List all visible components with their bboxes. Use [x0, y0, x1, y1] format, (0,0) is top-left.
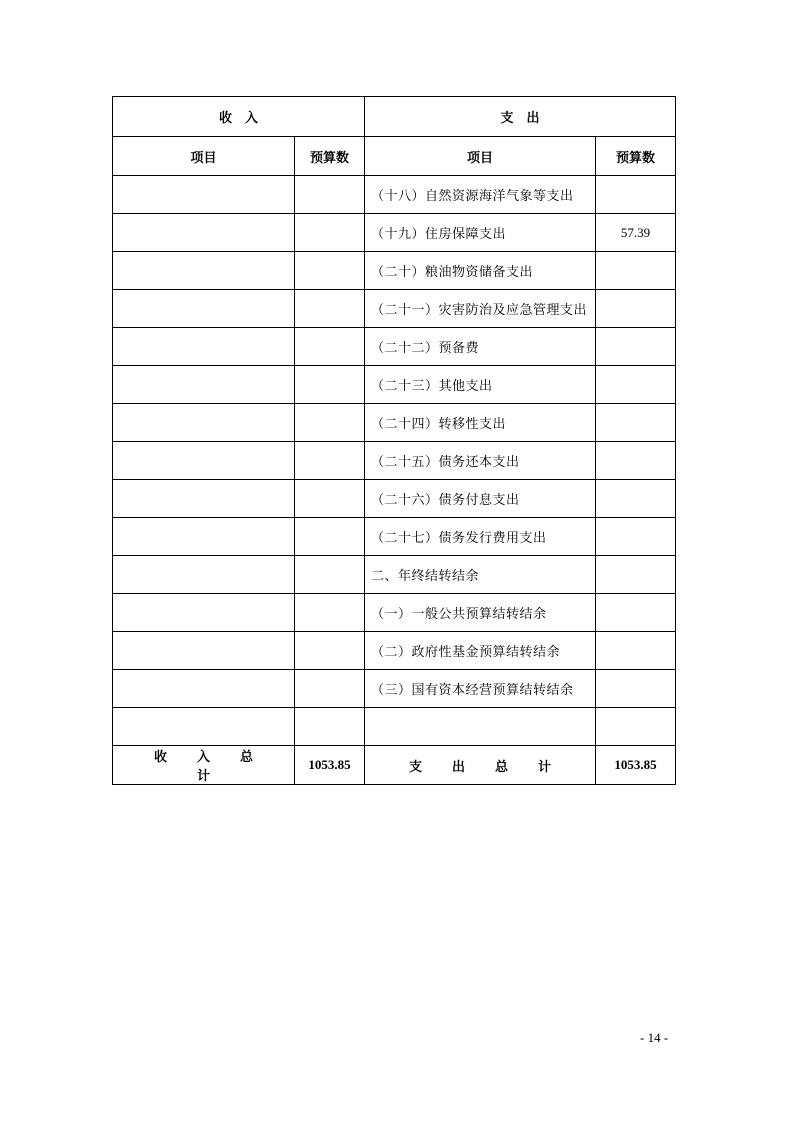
expense-budget-cell: [596, 670, 676, 708]
income-budget-cell: [295, 556, 365, 594]
expense-budget-cell: [596, 366, 676, 404]
income-budget-cell: [295, 632, 365, 670]
expense-budget-cell: [596, 252, 676, 290]
income-item-cell: [113, 176, 295, 214]
income-budget-cell: [295, 214, 365, 252]
income-budget-cell: [295, 670, 365, 708]
header-row: [113, 97, 676, 137]
expense-budget-cell: [596, 518, 676, 556]
expense-total-value: 1053.85: [596, 746, 676, 785]
expense-item-cell: （二十）粮油物资储备支出: [365, 252, 596, 290]
expense-item-cell: （二十三）其他支出: [365, 366, 596, 404]
expense-budget-cell: [596, 176, 676, 214]
expense-item-cell: （二十二）预备费: [365, 328, 596, 366]
budget-table: [112, 96, 676, 785]
table-row: [113, 252, 676, 290]
income-budget-cell: [295, 708, 365, 746]
income-item-header: 项目: [113, 137, 295, 176]
income-item-cell: [113, 214, 295, 252]
expense-item-cell: （二十六）债务付息支出: [365, 480, 596, 518]
income-item-cell: [113, 366, 295, 404]
income-item-cell: [113, 404, 295, 442]
income-item-cell: [113, 290, 295, 328]
income-budget-cell: [295, 518, 365, 556]
income-item-cell: [113, 594, 295, 632]
income-budget-cell: [295, 290, 365, 328]
table-row: [113, 442, 676, 480]
income-budget-cell: [295, 442, 365, 480]
expense-budget-cell: [596, 556, 676, 594]
table-row: [113, 670, 676, 708]
income-total-label: 收入总计: [113, 746, 295, 785]
income-item-cell: [113, 632, 295, 670]
income-item-cell: [113, 708, 295, 746]
expense-item-cell: （一）一般公共预算结转结余: [365, 594, 596, 632]
expense-budget-cell: [596, 328, 676, 366]
table-row: [113, 328, 676, 366]
expense-header: 支 出: [365, 97, 676, 137]
expense-budget-cell: 57.39: [596, 214, 676, 252]
expense-item-cell: （二十一）灾害防治及应急管理支出: [365, 290, 596, 328]
income-budget-header: 预算数: [295, 137, 365, 176]
expense-item-cell: （十八）自然资源海洋气象等支出: [365, 176, 596, 214]
expense-budget-cell: [596, 594, 676, 632]
table-row: [113, 404, 676, 442]
subheader-row: [113, 137, 676, 176]
expense-item-cell: [365, 708, 596, 746]
expense-item-cell: （十九）住房保障支出: [365, 214, 596, 252]
income-budget-cell: [295, 404, 365, 442]
expense-item-header: 项目: [365, 137, 596, 176]
income-item-cell: [113, 518, 295, 556]
expense-item-cell: （二）政府性基金预算结转结余: [365, 632, 596, 670]
expense-budget-cell: [596, 290, 676, 328]
page-number: - 14 -: [640, 1030, 669, 1045]
expense-budget-cell: [596, 480, 676, 518]
income-item-cell: [113, 556, 295, 594]
table-row: [113, 632, 676, 670]
expense-item-cell: 二、年终结转结余: [365, 556, 596, 594]
income-item-cell: [113, 252, 295, 290]
table-row: [113, 214, 676, 252]
income-item-cell: [113, 670, 295, 708]
table-row: [113, 518, 676, 556]
expense-budget-cell: [596, 404, 676, 442]
expense-total-label: 支出总计: [365, 746, 596, 785]
table-row: [113, 556, 676, 594]
table-row: [113, 480, 676, 518]
expense-item-cell: （二十五）债务还本支出: [365, 442, 596, 480]
expense-item-cell: （三）国有资本经营预算结转结余: [365, 670, 596, 708]
income-item-cell: [113, 480, 295, 518]
income-item-cell: [113, 328, 295, 366]
income-budget-cell: [295, 176, 365, 214]
income-budget-cell: [295, 328, 365, 366]
income-item-cell: [113, 442, 295, 480]
total-row: [113, 746, 676, 785]
income-total-value: 1053.85: [295, 746, 365, 785]
income-header: 收 入: [113, 97, 365, 137]
expense-budget-cell: [596, 632, 676, 670]
expense-budget-cell: [596, 442, 676, 480]
expense-item-cell: （二十七）债务发行费用支出: [365, 518, 596, 556]
table-row: [113, 176, 676, 214]
income-budget-cell: [295, 252, 365, 290]
income-budget-cell: [295, 594, 365, 632]
income-budget-cell: [295, 480, 365, 518]
table-row: [113, 594, 676, 632]
table-row: [113, 290, 676, 328]
expense-item-cell: （二十四）转移性支出: [365, 404, 596, 442]
expense-budget-header: 预算数: [596, 137, 676, 176]
table-row: [113, 708, 676, 746]
expense-budget-cell: [596, 708, 676, 746]
income-budget-cell: [295, 366, 365, 404]
table-row: [113, 366, 676, 404]
